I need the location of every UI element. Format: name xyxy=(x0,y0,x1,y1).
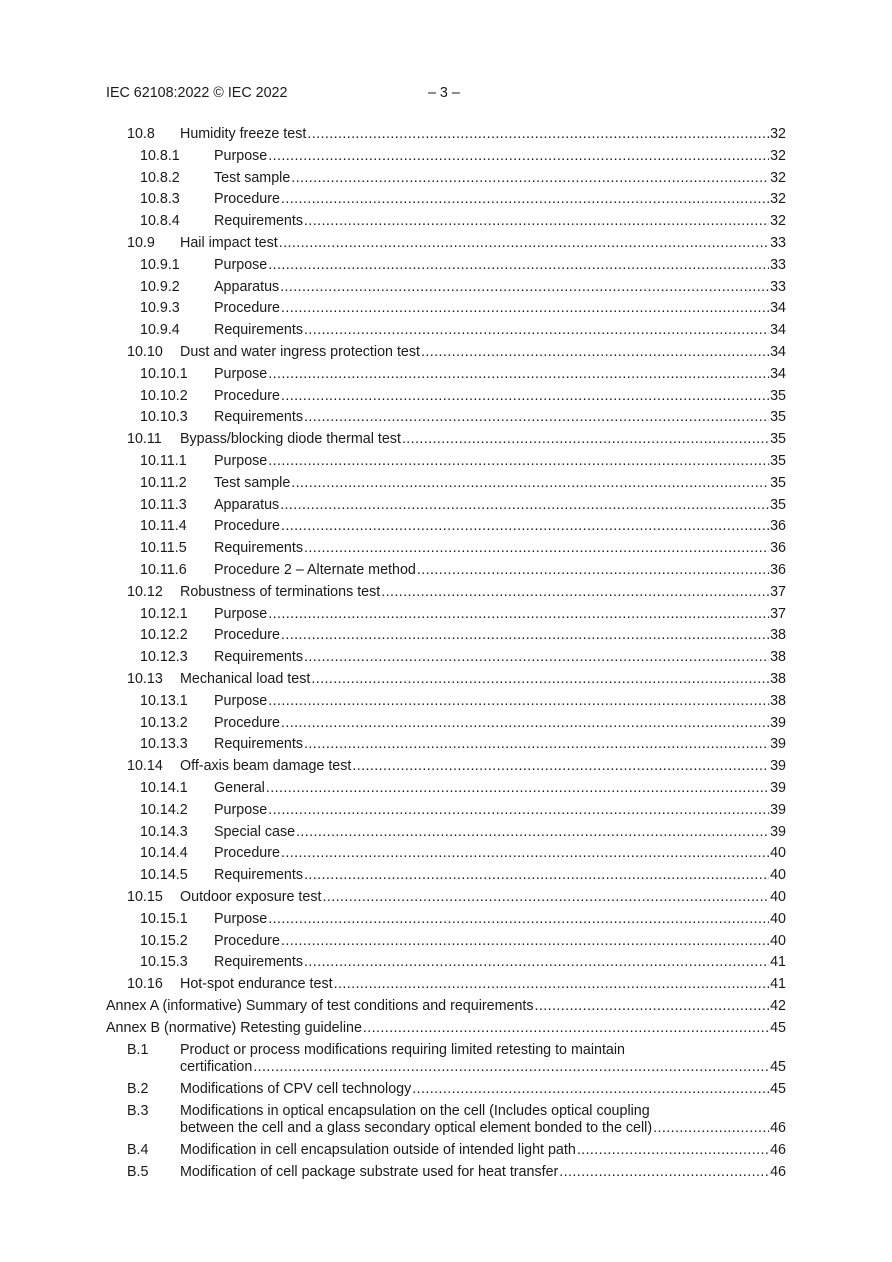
dot-leader xyxy=(281,715,769,733)
toc-entry-number: 10.15.2 xyxy=(140,932,188,949)
dot-leader xyxy=(281,518,769,536)
dot-leader xyxy=(304,409,769,427)
toc-entry-title: Requirements xyxy=(214,649,303,666)
toc-entry-page: 46 xyxy=(770,1142,786,1159)
dot-leader xyxy=(268,453,769,471)
toc-entry-number: 10.14.3 xyxy=(140,823,188,840)
toc-entry-title: General xyxy=(214,780,265,796)
page-header xyxy=(106,85,786,105)
toc-entry-number: 10.8.4 xyxy=(140,213,180,230)
toc-entry-number: 10.15.3 xyxy=(140,954,188,971)
dot-leader xyxy=(417,562,769,580)
toc-entry-title: Procedure xyxy=(214,627,280,644)
toc-entry-page: 35 xyxy=(770,387,786,404)
toc-entry-title: Procedure xyxy=(214,714,280,731)
toc-entry-number: 10.13.3 xyxy=(140,736,188,753)
toc-entry-number: 10.12 xyxy=(127,583,163,600)
toc-entry-title: certification xyxy=(180,1059,253,1076)
toc-entry-number: 10.11.5 xyxy=(140,540,187,557)
toc-entry-number: 10.14.2 xyxy=(140,801,188,818)
dot-leader xyxy=(304,213,769,231)
toc-entry-title: Requirements xyxy=(214,867,303,884)
toc-entry-title: Mechanical load test xyxy=(180,671,311,687)
dot-leader xyxy=(253,1059,769,1077)
dot-leader xyxy=(281,627,769,645)
toc-entry-page: 42 xyxy=(770,998,786,1014)
toc-entry-title: Modifications of CPV cell technology xyxy=(180,1081,412,1098)
toc-entry-number: 10.14 xyxy=(127,758,163,775)
toc-entry-page: 39 xyxy=(770,714,786,731)
dot-leader xyxy=(304,954,769,972)
dot-leader xyxy=(334,976,770,994)
toc-entry-number: 10.15.1 xyxy=(140,910,188,927)
toc-entry-number: 10.8.1 xyxy=(140,147,180,164)
dot-leader xyxy=(304,736,769,754)
toc-entry-page: 34 xyxy=(770,300,786,317)
toc-entry-number: B.2 xyxy=(127,1081,149,1098)
dot-leader xyxy=(307,126,769,144)
toc-entry-title: Hot-spot endurance test xyxy=(180,976,333,993)
toc-entry-title-line: Modifications in optical encapsulation on the cell (Includes optical coupling xyxy=(180,1102,650,1119)
toc-entry-page: 39 xyxy=(770,736,786,753)
toc-entry-page: 46 xyxy=(770,1164,786,1181)
dot-leader xyxy=(577,1142,769,1160)
toc-entry-title: Modification in cell encapsulation outside of intended light path xyxy=(180,1142,576,1159)
toc-entry-page: 37 xyxy=(770,605,786,622)
dot-leader xyxy=(266,780,769,798)
dot-leader xyxy=(281,933,769,951)
dot-leader xyxy=(322,889,769,907)
toc-entry-number: 10.8 xyxy=(127,126,155,142)
toc-entry-number: B.1 xyxy=(127,1041,149,1058)
toc-entry-title: Purpose xyxy=(214,256,268,273)
toc-entry-page: 39 xyxy=(770,758,786,775)
dot-leader xyxy=(291,475,769,493)
toc-entry-title: Off-axis beam damage test xyxy=(180,758,352,775)
toc-entry-number: 10.14.1 xyxy=(140,780,188,796)
toc-entry-number: 10.10.2 xyxy=(140,387,188,404)
toc-entry-number: 10.11.6 xyxy=(140,562,187,578)
toc-entry-title: Requirements xyxy=(214,540,303,557)
toc-entry-page: 45 xyxy=(770,1019,786,1036)
toc-entry-number: 10.8.2 xyxy=(140,169,180,186)
dot-leader xyxy=(304,322,769,340)
dot-leader xyxy=(281,388,769,406)
document-id: IEC 62108:2022 © IEC 2022 xyxy=(106,85,288,101)
toc-entry-page: 34 xyxy=(770,344,786,360)
toc-entry-title: Purpose xyxy=(214,453,268,469)
toc-entry-title: Apparatus xyxy=(214,496,280,513)
toc-entry-page: 36 xyxy=(770,540,786,557)
dot-leader xyxy=(268,802,769,820)
toc-entry-page: 33 xyxy=(770,235,786,251)
toc-entry-title: Requirements xyxy=(214,409,303,426)
dot-leader xyxy=(304,649,769,667)
toc-entry-title: Purpose xyxy=(214,801,268,818)
dot-leader xyxy=(268,148,769,166)
toc-entry-page: 37 xyxy=(770,583,786,600)
toc-entry-number: 10.9.3 xyxy=(140,300,180,317)
dot-leader xyxy=(280,497,769,515)
toc-entry-page: 32 xyxy=(770,147,786,164)
toc-entry-number: B.3 xyxy=(127,1102,149,1119)
dot-leader xyxy=(291,170,769,188)
toc-entry-number: 10.14.4 xyxy=(140,845,188,862)
dot-leader xyxy=(535,998,770,1016)
toc-entry-number: 10.8.3 xyxy=(140,191,180,208)
toc-entry-title: Procedure xyxy=(214,387,280,404)
page-number: – 3 – xyxy=(428,85,460,101)
toc-entry-page: 32 xyxy=(770,126,786,142)
dot-leader xyxy=(311,671,769,689)
toc-entry-number: 10.11.3 xyxy=(140,496,187,513)
toc-entry-page: 36 xyxy=(770,562,786,578)
dot-leader xyxy=(304,540,769,558)
dot-leader xyxy=(653,1120,769,1138)
toc-entry-page: 40 xyxy=(770,910,786,927)
toc-entry-number: 10.13.1 xyxy=(140,692,188,709)
toc-entry-number: 10.12.1 xyxy=(140,605,188,622)
dot-leader xyxy=(268,257,769,275)
toc-entry-title: between the cell and a glass secondary optical element bonded to the cell) xyxy=(180,1120,653,1137)
toc-entry-page: 35 xyxy=(770,453,786,469)
toc-entry-page: 36 xyxy=(770,518,786,535)
dot-leader xyxy=(268,693,769,711)
toc-entry-title: Purpose xyxy=(214,692,268,709)
toc-entry-page: 41 xyxy=(770,954,786,971)
dot-leader xyxy=(268,911,769,929)
toc-entry-number: 10.11.2 xyxy=(140,474,187,491)
toc-entry-page: 38 xyxy=(770,649,786,666)
dot-leader xyxy=(363,1020,769,1038)
toc-entry-title: Special case xyxy=(214,823,296,840)
toc-entry-title: Apparatus xyxy=(214,278,280,295)
toc-entry-title: Procedure xyxy=(214,845,280,862)
dot-leader xyxy=(304,867,769,885)
toc-entry-number: 10.15 xyxy=(127,889,163,905)
toc-entry-page: 40 xyxy=(770,845,786,862)
toc-entry-title: Requirements xyxy=(214,954,303,971)
toc-entry-page: 38 xyxy=(770,671,786,687)
toc-entry-page: 40 xyxy=(770,889,786,905)
dot-leader xyxy=(281,300,769,318)
toc-entry-number: 10.11.4 xyxy=(140,518,187,535)
toc-entry-title: Test sample xyxy=(214,169,291,186)
toc-entry-title: Modification of cell package substrate used for heat transfer xyxy=(180,1164,559,1181)
toc-entry-title: Procedure xyxy=(214,518,280,535)
toc-entry-number: 10.9.4 xyxy=(140,322,180,339)
toc-entry-title: Procedure xyxy=(214,300,280,317)
toc-entry-page: 34 xyxy=(770,365,786,382)
dot-leader xyxy=(296,824,769,842)
toc-entry-page: 35 xyxy=(770,409,786,426)
toc-entry-number: 10.11.1 xyxy=(140,453,187,469)
toc-entry-number: 10.10.3 xyxy=(140,409,188,426)
dot-leader xyxy=(268,606,769,624)
dot-leader xyxy=(402,431,769,449)
toc-entry-title: Dust and water ingress protection test xyxy=(180,344,420,360)
toc-entry-number: 10.9.2 xyxy=(140,278,180,295)
toc-entry-number: 10.16 xyxy=(127,976,163,993)
toc-entry-number: 10.12.2 xyxy=(140,627,188,644)
toc-entry-title: Hail impact test xyxy=(180,235,278,251)
toc-entry-title: Requirements xyxy=(214,736,303,753)
toc-entry-number: 10.13 xyxy=(127,671,163,687)
toc-entry-title: Annex A (informative) Summary of test conditions and requirements xyxy=(106,998,534,1014)
toc-entry-page: 46 xyxy=(770,1120,786,1137)
toc-entry-number: 10.13.2 xyxy=(140,714,188,731)
toc-entry-title: Outdoor exposure test xyxy=(180,889,322,905)
dot-leader xyxy=(280,279,769,297)
toc-entry-page: 32 xyxy=(770,169,786,186)
toc-entry-page: 39 xyxy=(770,823,786,840)
toc-entry-page: 32 xyxy=(770,191,786,208)
dot-leader xyxy=(281,845,769,863)
toc-entry-page: 40 xyxy=(770,932,786,949)
toc-entry-page: 45 xyxy=(770,1059,786,1076)
toc-entry-title: Procedure xyxy=(214,932,280,949)
toc-entry-page: 41 xyxy=(770,976,786,993)
dot-leader xyxy=(421,344,769,362)
toc-entry-number: 10.14.5 xyxy=(140,867,188,884)
toc-entry-number: B.4 xyxy=(127,1142,149,1159)
toc-entry-page: 40 xyxy=(770,867,786,884)
toc-entry-title-line: Product or process modifications requiring limited retesting to maintain xyxy=(180,1041,625,1058)
toc-entry-title: Procedure 2 – Alternate method xyxy=(214,562,416,578)
toc-entry-number: B.5 xyxy=(127,1164,149,1181)
toc-entry-title: Purpose xyxy=(214,147,268,164)
toc-entry-page: 38 xyxy=(770,627,786,644)
toc-entry-title: Robustness of terminations test xyxy=(180,583,381,600)
toc-entry-title: Purpose xyxy=(214,365,268,382)
toc-entry-title: Procedure xyxy=(214,191,280,208)
dot-leader xyxy=(268,366,769,384)
toc-entry-page: 34 xyxy=(770,322,786,339)
toc-entry-page: 35 xyxy=(770,431,786,448)
toc-entry-page: 38 xyxy=(770,692,786,709)
toc-entry-number: 10.12.3 xyxy=(140,649,188,666)
toc-entry-number: 10.9 xyxy=(127,235,155,251)
toc-entry-title: Test sample xyxy=(214,474,291,491)
toc-entry-title: Requirements xyxy=(214,213,303,230)
toc-entry-number: 10.10 xyxy=(127,344,163,360)
toc-entry-page: 39 xyxy=(770,801,786,818)
toc-entry-page: 39 xyxy=(770,780,786,796)
toc-entry-title: Requirements xyxy=(214,322,303,339)
toc-entry-page: 45 xyxy=(770,1081,786,1098)
toc-entry-title: Humidity freeze test xyxy=(180,126,307,142)
toc-entry-page: 33 xyxy=(770,256,786,273)
toc-entry-page: 35 xyxy=(770,474,786,491)
toc-entry-page: 35 xyxy=(770,496,786,513)
dot-leader xyxy=(279,235,769,253)
toc-entry-number: 10.9.1 xyxy=(140,256,180,273)
toc-entry-title: Bypass/blocking diode thermal test xyxy=(180,431,401,448)
toc-entry-title: Purpose xyxy=(214,910,268,927)
dot-leader xyxy=(559,1164,769,1182)
dot-leader xyxy=(352,758,769,776)
dot-leader xyxy=(381,584,769,602)
toc-entry-page: 32 xyxy=(770,213,786,230)
toc-entry-page: 33 xyxy=(770,278,786,295)
dot-leader xyxy=(281,191,769,209)
dot-leader xyxy=(412,1081,769,1099)
toc-entry-title: Annex B (normative) Retesting guideline xyxy=(106,1019,362,1036)
toc-entry-title: Purpose xyxy=(214,605,268,622)
toc-entry-number: 10.11 xyxy=(127,431,162,448)
toc-entry-number: 10.10.1 xyxy=(140,365,188,382)
